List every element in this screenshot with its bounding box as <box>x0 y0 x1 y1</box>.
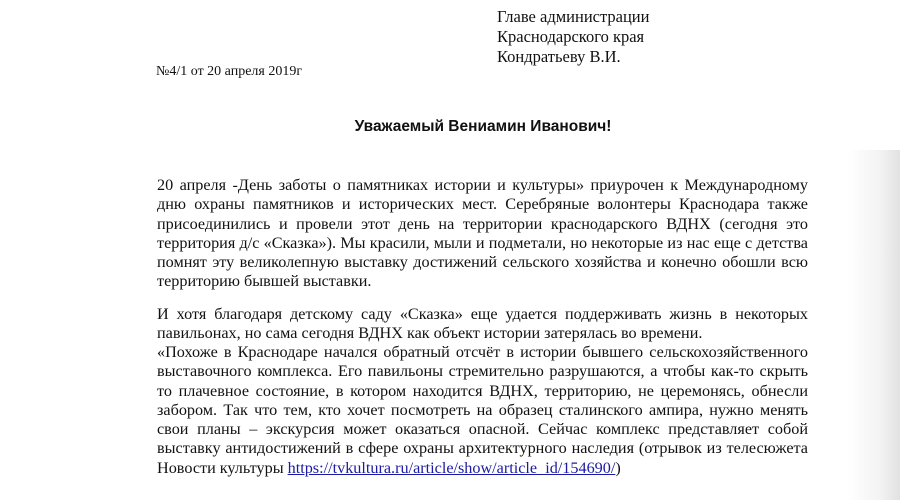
letter-reference: №4/1 от 20 апреля 2019г <box>156 64 303 79</box>
page-edge-shadow <box>848 150 900 500</box>
paragraph-1: 20 апреля -День заботы о памятниках истории и культуры» приурочен к Международному дню охраны памятников и исторических мест. Серебряные волонтеры Краснодара также присоединились и провели этот день на территории краснодарского ВДНХ (сегодня это территория д/с «Сказка»). Мы красили, мыли и подметали, но некоторые из нас еще с детства помнят эту великолепную выставку достижений сельского хозяйства и конечно обошли всю территорию бывшей выставки. <box>157 176 808 291</box>
greeting-heading: Уважаемый Вениамин Иванович! <box>354 118 612 135</box>
paragraph-2: И хотя благодаря детскому саду «Сказка» еще удается поддерживать жизнь в некоторых павильонах, но сама сегодня ВДНХ как объект истории затерялась во времени. <box>157 305 808 343</box>
addressee-line-name: Кондратьеву В.И. <box>497 47 621 66</box>
paragraph-3-close: ) <box>615 458 621 477</box>
addressee-line-region: Краснодарского края <box>497 27 645 46</box>
source-link[interactable]: https://tvkultura.ru/article/show/article_id/154690/ <box>287 458 616 477</box>
paragraph-3-text: «Похоже в Краснодаре начался обратный отсчёт в истории бывшего сельскохозяйственного выставочного комплекса. Его павильоны стремительно разрушаются, а чтобы как-то скрыть то плачевное состояние, в котором находится ВДНХ, территорию, не церемонясь, обнесли забором. Так что тем, кто хочет посмотреть на образец сталинского ампира, нужно менять свои планы – экскурсия может оказаться опасной. Сейчас комплекс представляет собой выставку антидостижений в сфере охраны архитектурного наследия (отрывок из телесюжета Новости культуры <box>157 343 808 477</box>
addressee-line-title: Главе администрации <box>497 7 650 26</box>
addressee-block <box>497 7 649 67</box>
paragraph-3 <box>157 343 808 478</box>
